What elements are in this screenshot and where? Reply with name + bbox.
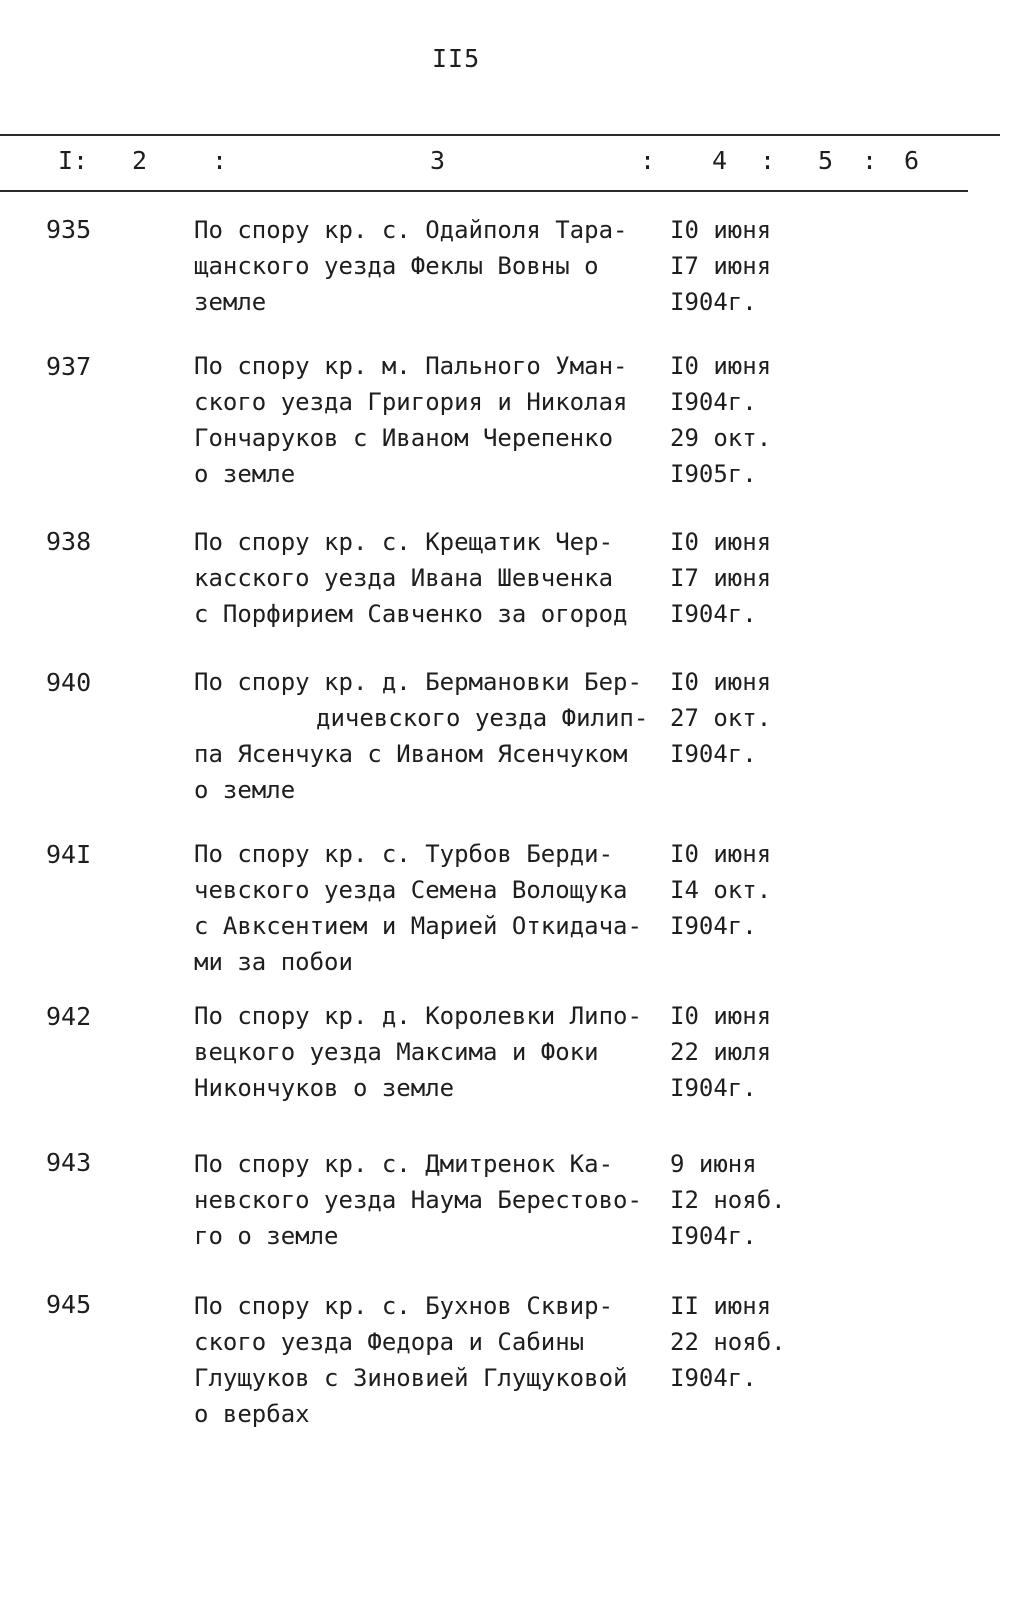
- description-line: По спору кр. с. Бухнов Сквир-: [194, 1292, 614, 1320]
- column-separator: :: [212, 146, 228, 175]
- date-line: 22 июля: [670, 1038, 772, 1066]
- date-line: I0 июня: [670, 528, 772, 556]
- column-header-6: 6: [904, 146, 920, 175]
- record-dates: [670, 998, 810, 1106]
- record-dates: [670, 1146, 810, 1254]
- record-number: 942: [46, 1002, 92, 1031]
- description-line: о земле: [194, 776, 296, 804]
- record-description: [194, 664, 659, 808]
- date-line: I904г.: [670, 388, 757, 416]
- description-line: с Авксентием и Марией Откидача-: [194, 912, 642, 940]
- record-dates: [670, 836, 810, 944]
- column-separator: :: [862, 146, 878, 175]
- date-line: I7 июня: [670, 564, 772, 592]
- page-number: II5: [432, 44, 481, 73]
- description-line: ского уезда Григория и Николая: [194, 388, 628, 416]
- record-number: 94I: [46, 840, 92, 869]
- date-line: I904г.: [670, 600, 757, 628]
- date-line: I0 июня: [670, 1002, 772, 1030]
- date-line: II июня: [670, 1292, 772, 1320]
- record-description: [194, 998, 659, 1106]
- record-number: 935: [46, 215, 92, 244]
- date-line: 22 нояб.: [670, 1328, 786, 1356]
- description-line: ского уезда Федора и Сабины: [194, 1328, 585, 1356]
- record-description: [194, 1146, 659, 1254]
- description-line: с Порфирием Савченко за огород: [194, 600, 628, 628]
- column-header-3: 3: [430, 146, 446, 175]
- description-line: Глущуков с Зиновией Глущуковой: [194, 1364, 628, 1392]
- date-line: I904г.: [670, 912, 757, 940]
- description-line: По спору кр. с. Крещатик Чер-: [194, 528, 614, 556]
- description-line: о вербах: [194, 1400, 310, 1428]
- record-dates: [670, 664, 810, 772]
- description-line: земле: [194, 288, 267, 316]
- record-number: 938: [46, 527, 92, 556]
- description-line: касского уезда Ивана Шевченка: [194, 564, 614, 592]
- record-description: [194, 348, 659, 492]
- description-line: па Ясенчука с Иваном Ясенчуком: [194, 740, 628, 768]
- date-line: I0 июня: [670, 216, 772, 244]
- record-dates: [670, 524, 810, 632]
- description-line: Гончаруков с Иваном Черепенко: [194, 424, 614, 452]
- date-line: I905г.: [670, 460, 757, 488]
- description-line: По спору кр. с. Одайполя Тара-: [194, 216, 628, 244]
- description-line: вецкого уезда Максима и Фоки: [194, 1038, 599, 1066]
- record-number: 943: [46, 1148, 92, 1177]
- date-line: I0 июня: [670, 668, 772, 696]
- table-header-rule: [0, 190, 968, 192]
- date-line: I904г.: [670, 1074, 757, 1102]
- column-header-2: 2: [132, 146, 148, 175]
- record-description: [194, 212, 659, 320]
- date-line: 9 июня: [670, 1150, 757, 1178]
- record-number: 937: [46, 352, 92, 381]
- column-header-1: I:: [58, 146, 89, 175]
- record-dates: [670, 212, 810, 320]
- record-description: [194, 836, 659, 980]
- description-line: ми за побои: [194, 948, 353, 976]
- date-line: I904г.: [670, 1222, 757, 1250]
- date-line: I904г.: [670, 740, 757, 768]
- date-line: I0 июня: [670, 352, 772, 380]
- description-line: о земле: [194, 460, 296, 488]
- record-description: [194, 524, 659, 632]
- description-line: По спору кр. д. Королевки Липо-: [194, 1002, 642, 1030]
- date-line: I0 июня: [670, 840, 772, 868]
- description-line: Никончуков о земле: [194, 1074, 455, 1102]
- description-line: По спору кр. с. Дмитренок Ка-: [194, 1150, 614, 1178]
- column-header-4: 4: [712, 146, 728, 175]
- date-line: I7 июня: [670, 252, 772, 280]
- record-number: 945: [46, 1290, 92, 1319]
- description-line: чевского уезда Семена Волощука: [194, 876, 628, 904]
- column-header-5: 5: [818, 146, 834, 175]
- date-line: 27 окт.: [670, 704, 772, 732]
- column-separator: :: [640, 146, 656, 175]
- description-line: По спору кр. д. Бермановки Бер-: [194, 668, 642, 696]
- date-line: I904г.: [670, 1364, 757, 1392]
- description-line: По спору кр. с. Турбов Берди-: [194, 840, 614, 868]
- description-line: невского уезда Наума Берестово-: [194, 1186, 642, 1214]
- description-line: щанского уезда Феклы Вовны о: [194, 252, 599, 280]
- table-top-rule: [0, 134, 1000, 136]
- record-description: [194, 1288, 659, 1432]
- date-line: I4 окт.: [670, 876, 772, 904]
- date-line: 29 окт.: [670, 424, 772, 452]
- column-separator: :: [760, 146, 776, 175]
- record-number: 940: [46, 668, 92, 697]
- record-dates: [670, 348, 810, 492]
- description-line: го о земле: [194, 1222, 339, 1250]
- record-dates: [670, 1288, 810, 1396]
- date-line: I2 нояб.: [670, 1186, 786, 1214]
- description-line: По спору кр. м. Пального Уман-: [194, 352, 628, 380]
- date-line: I904г.: [670, 288, 757, 316]
- description-line: дичевского уезда Филип-: [316, 704, 649, 732]
